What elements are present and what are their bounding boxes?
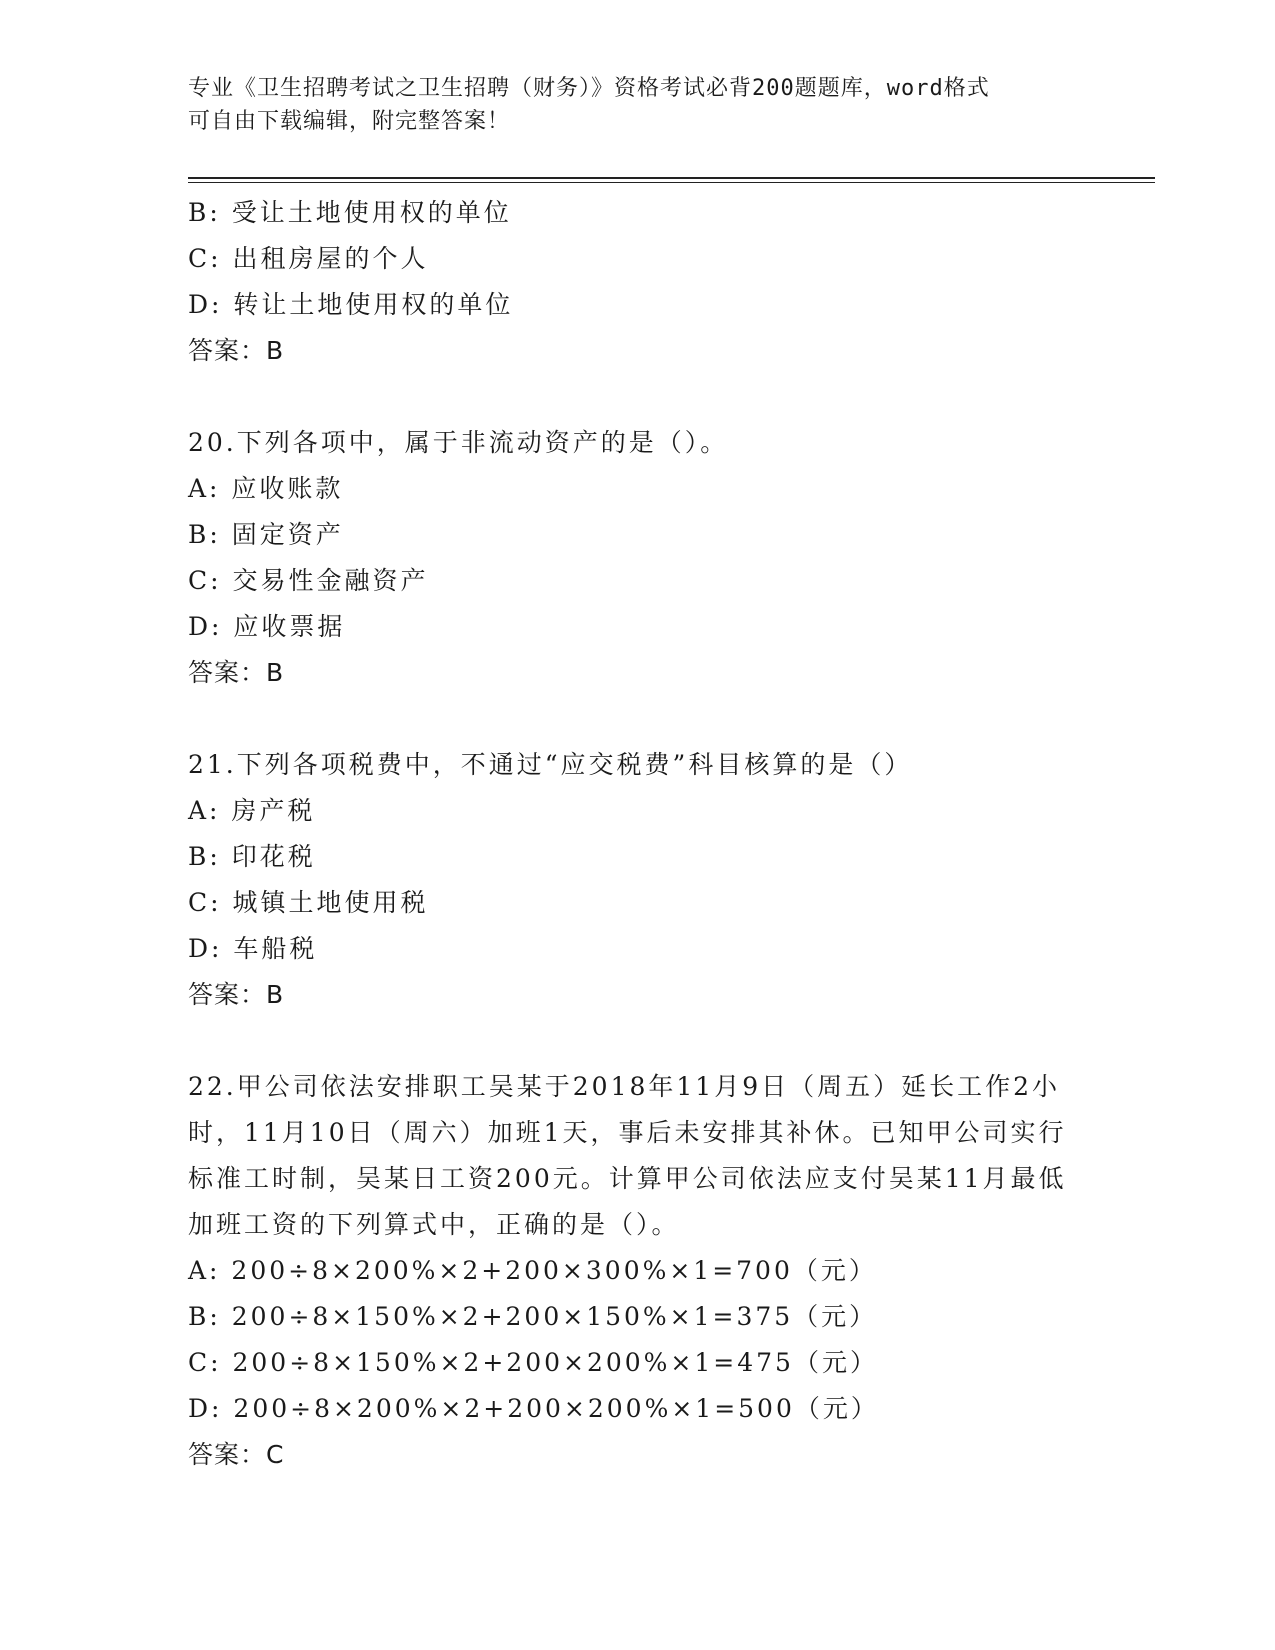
option-c: C: 出租房屋的个人 [188, 244, 429, 273]
header-rule-thin [188, 182, 1155, 183]
option-a: A: 应收账款 [188, 474, 344, 503]
answer-label: 答案：B [188, 980, 285, 1009]
option-c: C: 200÷8×150%×2+200×200%×1=475（元） [188, 1348, 878, 1377]
question-20 [188, 420, 1088, 696]
option-a: A: 房产税 [188, 796, 316, 825]
option-b: B: 受让土地使用权的单位 [188, 198, 512, 227]
question-text: 22.甲公司依法安排职工吴某于2018年11月9日（周五）延长工作2小时，11月10日（周六）加班1天，事后未安排其补休。已知甲公司实行标准工时制，吴某日工资200元。计算甲公司依法应支付吴某11月最低加班工资的下列算式中，正确的是（）。 [188, 1072, 1067, 1239]
option-d: D: 应收票据 [188, 612, 346, 641]
answer-label: 答案：B [188, 336, 285, 365]
question-21 [188, 742, 1088, 1018]
option-c: C: 城镇土地使用税 [188, 888, 429, 917]
header-line-1: 专业《卫生招聘考试之卫生招聘（财务）》资格考试必背200题题库，word格式 [188, 76, 990, 101]
answer-label: 答案：B [188, 658, 285, 687]
option-d: D: 车船税 [188, 934, 318, 963]
question-19-continued [188, 190, 1088, 374]
option-c: C: 交易性金融资产 [188, 566, 429, 595]
option-b: B: 200÷8×150%×2+200×150%×1=375（元） [188, 1302, 878, 1331]
question-text: 20.下列各项中，属于非流动资产的是（）。 [188, 428, 729, 457]
header-rule-thick [188, 177, 1155, 179]
document-header [188, 72, 1068, 138]
option-b: B: 印花税 [188, 842, 316, 871]
option-b: B: 固定资产 [188, 520, 344, 549]
option-a: A: 200÷8×200%×2+200×300%×1=700（元） [188, 1256, 877, 1285]
answer-label: 答案：C [188, 1440, 285, 1469]
question-text: 21.下列各项税费中，不通过“应交税费”科目核算的是（） [188, 750, 913, 779]
header-line-2: 可自由下载编辑，附完整答案！ [188, 109, 511, 134]
question-22 [188, 1064, 1088, 1478]
option-d: D: 转让土地使用权的单位 [188, 290, 514, 319]
option-d: D: 200÷8×200%×2+200×200%×1=500（元） [188, 1394, 879, 1423]
question-list [188, 190, 1088, 1478]
